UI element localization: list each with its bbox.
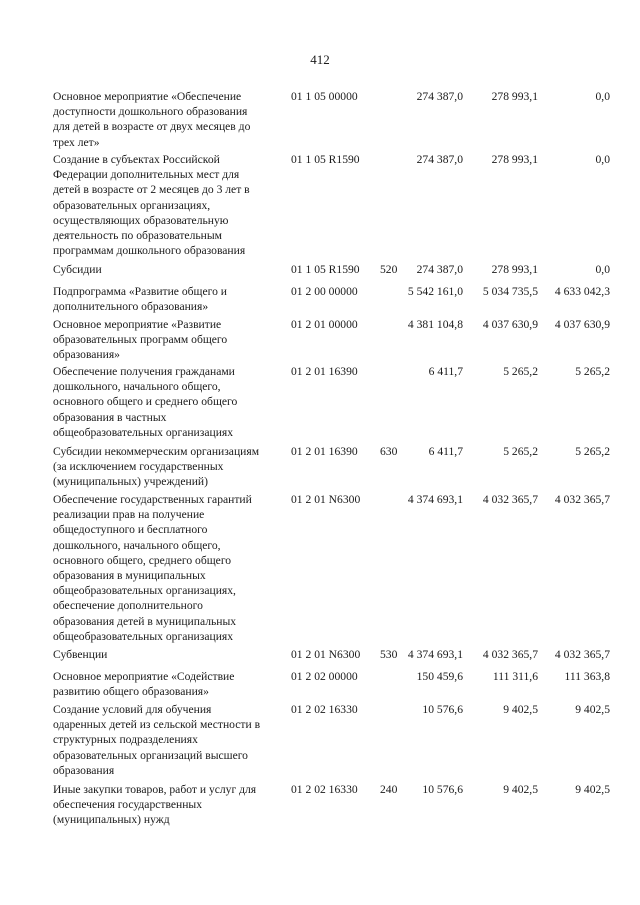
row-vr: 520 (380, 263, 398, 276)
row-code: 01 2 01 N6300 (291, 648, 361, 661)
row-code: 01 1 05 00000 (291, 90, 358, 103)
row-value-3: 0,0 (595, 90, 610, 103)
row-name-line: дошкольного, начального общего, (53, 380, 221, 394)
row-name-line: Федерации дополнительных мест для (53, 168, 240, 182)
row-name-line: основного общего, среднего общего (53, 553, 232, 567)
row-value-3: 111 363,8 (564, 670, 610, 683)
row-name-line: одаренных детей из сельской местности в (53, 718, 261, 732)
row-name-line: Создание в субъектах Российской (53, 153, 220, 166)
row-name-line: Обеспечение получения гражданами (53, 365, 235, 378)
row-name-line: образовательных организациях, (53, 198, 211, 212)
row-value-1: 274 387,0 (416, 90, 463, 103)
row-name-line: Основное мероприятие «Развитие (53, 318, 222, 331)
row-value-3: 4 633 042,3 (554, 285, 610, 298)
row-name-line: общеобразовательных организациях (53, 425, 234, 439)
row-value-1: 6 411,7 (428, 445, 463, 458)
row-name-line: основного общего и среднего общего (53, 395, 238, 409)
row-name-line: общеобразовательных организациях (53, 629, 234, 643)
row-code: 01 1 05 R1590 (291, 263, 360, 276)
row-code: 01 2 01 16390 (291, 445, 358, 458)
row-name (53, 444, 291, 490)
row-name (53, 89, 291, 150)
row-value-3: 5 265,2 (575, 445, 610, 458)
row-value-3: 0,0 (595, 263, 610, 276)
row-name-line: Субсидии (53, 263, 102, 276)
row-value-1: 274 387,0 (416, 153, 463, 166)
row-name-line: общедоступного и бесплатного (53, 523, 208, 537)
row-name-line: Субвенции (53, 648, 108, 661)
row-value-1: 10 576,6 (422, 783, 463, 796)
row-name-line: деятельность по образовательным (53, 229, 222, 243)
row-code: 01 2 02 16330 (291, 703, 358, 716)
row-name-line: образования детей в муниципальных (53, 614, 237, 628)
row-value-1: 4 374 693,1 (407, 493, 463, 506)
row-value-2: 5 034 735,5 (482, 285, 538, 298)
row-name-line: реализации прав на получение (53, 508, 205, 522)
row-value-1: 150 459,6 (416, 670, 463, 683)
row-name-line: Подпрограмма «Развитие общего и (53, 285, 227, 298)
row-name-line: Создание условий для обучения (53, 703, 212, 716)
row-name-line: детей в возрасте от 2 месяцев до 3 лет в (53, 183, 250, 197)
row-value-2: 9 402,5 (503, 783, 538, 796)
row-code: 01 2 00 00000 (291, 285, 358, 298)
row-name-line: Основное мероприятие «Содействие (53, 670, 235, 683)
row-code: 01 1 05 R1590 (291, 153, 360, 166)
row-name-line: образования» (53, 348, 120, 362)
row-name-line: программам дошкольного образования (53, 244, 246, 258)
row-name (53, 364, 291, 440)
row-name (53, 492, 291, 644)
row-value-3: 5 265,2 (575, 365, 610, 378)
row-value-2: 278 993,1 (491, 153, 538, 166)
row-code: 01 2 01 00000 (291, 318, 358, 331)
row-name (53, 782, 291, 828)
row-name-line: (за исключением государственных (53, 460, 224, 474)
row-name-line: обеспечение дополнительного (53, 599, 203, 613)
row-name-line: образования (53, 763, 115, 777)
row-value-2: 5 265,2 (503, 365, 538, 378)
row-value-3: 4 037 630,9 (554, 318, 610, 331)
row-name (53, 647, 291, 662)
row-name-line: доступности дошкольного образования (53, 105, 248, 119)
row-name-line: для детей в возрасте от двух месяцев до (53, 120, 251, 134)
row-value-2: 111 311,6 (492, 670, 538, 683)
row-name-line: Иные закупки товаров, работ и услуг для (53, 783, 257, 796)
row-value-2: 9 402,5 (503, 703, 538, 716)
row-value-1: 10 576,6 (422, 703, 463, 716)
row-value-3: 4 032 365,7 (554, 648, 610, 661)
row-name (53, 152, 291, 258)
row-code: 01 2 02 00000 (291, 670, 358, 683)
row-name-line: образовательных программ общего (53, 333, 228, 347)
row-name-line: структурных подразделениях (53, 733, 198, 747)
row-vr: 240 (380, 783, 398, 796)
row-name-line: образовательных организаций высшего (53, 748, 248, 762)
row-value-1: 5 542 161,0 (407, 285, 463, 298)
row-name-line: дошкольного, начального общего, (53, 538, 221, 552)
row-value-3: 9 402,5 (575, 783, 610, 796)
row-value-2: 5 265,2 (503, 445, 538, 458)
row-name-line: Обеспечение государственных гарантий (53, 493, 252, 506)
row-value-1: 6 411,7 (428, 365, 463, 378)
row-value-1: 4 381 104,8 (407, 318, 463, 331)
row-name-line: общеобразовательных организациях, (53, 584, 236, 598)
row-value-2: 4 032 365,7 (482, 648, 538, 661)
row-name-line: образования в частных (53, 410, 167, 424)
row-value-2: 278 993,1 (491, 263, 538, 276)
row-name-line: Основное мероприятие «Обеспечение (53, 90, 242, 103)
row-value-3: 0,0 (595, 153, 610, 166)
row-value-3: 9 402,5 (575, 703, 610, 716)
page-number: 412 (310, 52, 330, 67)
row-value-2: 278 993,1 (491, 90, 538, 103)
row-name-line: (муниципальных) нужд (53, 813, 170, 827)
row-code: 01 2 01 16390 (291, 365, 358, 378)
row-value-1: 274 387,0 (416, 263, 463, 276)
row-value-1: 4 374 693,1 (407, 648, 463, 661)
row-name-line: образования в муниципальных (53, 569, 206, 583)
row-name-line: (муниципальных) учреждений) (53, 475, 208, 489)
row-name (53, 317, 291, 363)
row-name (53, 669, 291, 699)
row-name (53, 284, 291, 314)
row-value-2: 4 032 365,7 (482, 493, 538, 506)
row-value-2: 4 037 630,9 (482, 318, 538, 331)
row-name-line: обеспечения государственных (53, 798, 203, 812)
row-name (53, 262, 291, 277)
row-code: 01 2 01 N6300 (291, 493, 361, 506)
row-name-line: дополнительного образования» (53, 300, 209, 314)
row-name-line: Субсидии некоммерческим организациям (53, 445, 260, 458)
row-value-3: 4 032 365,7 (554, 493, 610, 506)
row-name-line: осуществляющих образовательную (53, 213, 229, 227)
row-name-line: трех лет» (53, 135, 100, 149)
row-name (53, 702, 291, 778)
row-vr: 630 (380, 445, 398, 458)
row-vr: 530 (380, 648, 398, 661)
row-name-line: развитию общего образования» (53, 685, 209, 699)
row-code: 01 2 02 16330 (291, 783, 358, 796)
